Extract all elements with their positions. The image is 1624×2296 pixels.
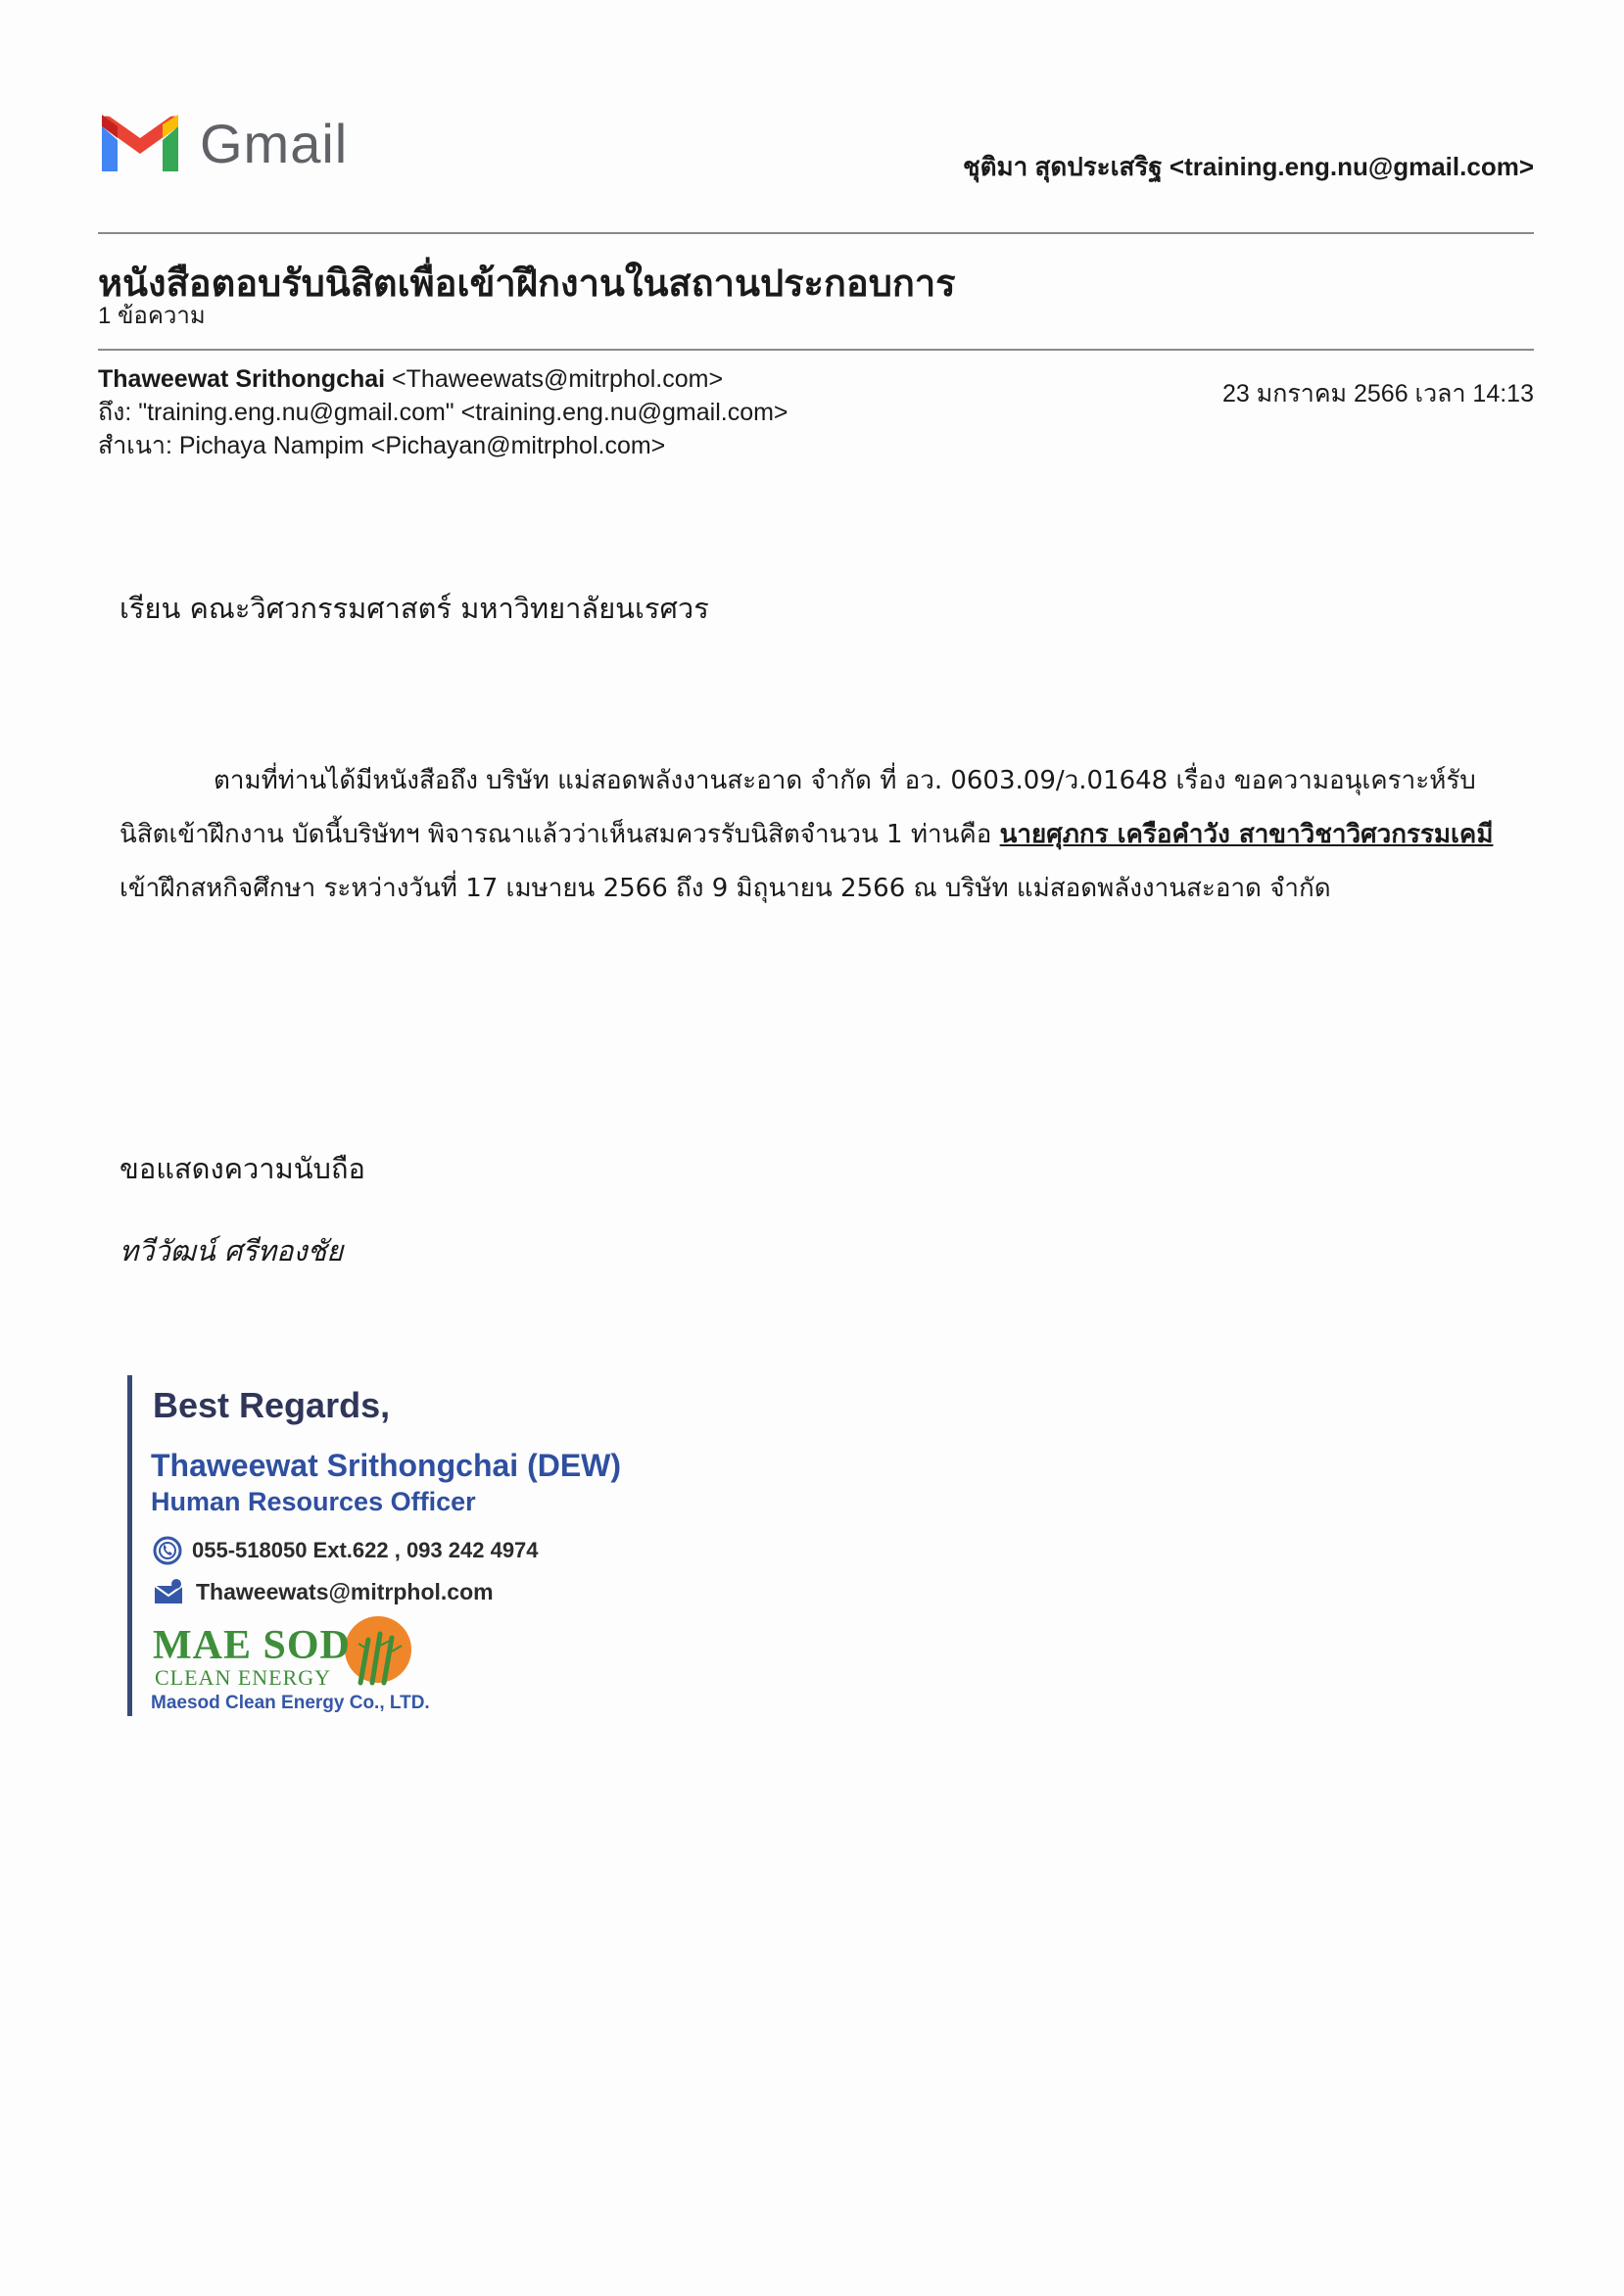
closing-text: ขอแสดงความนับถือ [119,1152,365,1185]
sender-name: Thaweewat Srithongchai [98,365,386,393]
body-paragraph [119,754,1499,916]
logo-subtitle: CLEAN ENERGY [155,1665,332,1690]
app-name: Gmail [200,113,349,174]
signer-name: ทวีวัฒน์ ศรีทองชัย [119,1234,344,1268]
signature-email[interactable]: Thaweewats@mitrphol.com [196,1578,494,1604]
gmail-logo-icon [98,113,182,175]
signature-phone-row [153,1536,539,1565]
signature-greeting: Best Regards, [153,1385,391,1425]
logo-title: MAE SOD [153,1623,351,1668]
signature-phone[interactable]: 055-518050 Ext.622 , 093 242 4974 [192,1538,539,1562]
signature-role: Human Resources Officer [151,1487,476,1516]
divider [98,349,1534,351]
from-line [98,362,788,396]
account-label: ชุติมา สุดประเสริฐ <training.eng.nu@gmail.com> [962,152,1534,181]
email-subject: หนังสือตอบรับนิสิตเพื่อเข้าฝึกงานในสถานประกอบการ [98,263,956,305]
phone-icon [153,1536,182,1565]
to-line: ถึง: "training.eng.nu@gmail.com" <training.eng.nu@gmail.com> [98,399,788,426]
para-text-1: ตามที่ท่านได้มีหนังสือถึง บริษัท แม่สอดพลังงานสะอาด จำกัด ที่ อว. 0603.09/ว.01648 เรื่อง ขอความอนุเคราะห์รับนิสิตเข้าฝึกงาน บัดนี้บริษัทฯ พิจารณาแล้วว่าเห็นสมควรรับนิสิตจำนวน 1 ท่านคือ [119,766,1476,849]
mail-icon [153,1577,186,1606]
cc-line: สำเนา: Pichaya Nampim <Pichayan@mitrphol.com> [98,432,666,459]
signature-bar [127,1375,132,1716]
para-text-2: เข้าฝึกสหกิจศึกษา ระหว่างวันที่ 17 เมษายน 2566 ถึง 9 มิถุนายน 2566 ณ บริษัท แม่สอดพลังงานสะอาด จำกัด [119,874,1331,903]
signature-name: Thaweewat Srithongchai (DEW) [151,1448,622,1483]
salutation: เรียน คณะวิศวกรรมศาสตร์ มหาวิทยาลัยนเรศวร [119,592,709,625]
gmail-logo[interactable] [98,112,348,175]
signature-mail-row [153,1577,494,1606]
divider [98,232,1534,234]
student-name-highlight: นายศุภกร เครือคำวัง สาขาวิชาวิศวกรรมเคมี [999,820,1494,849]
company-name: Maesod Clean Energy Co., LTD. [151,1693,430,1713]
email-date: 23 มกราคม 2566 เวลา 14:13 [1222,380,1534,407]
message-count: 1 ข้อความ [98,303,206,329]
email-header-block [98,362,788,462]
sender-address[interactable]: <Thaweewats@mitrphol.com> [385,365,724,393]
